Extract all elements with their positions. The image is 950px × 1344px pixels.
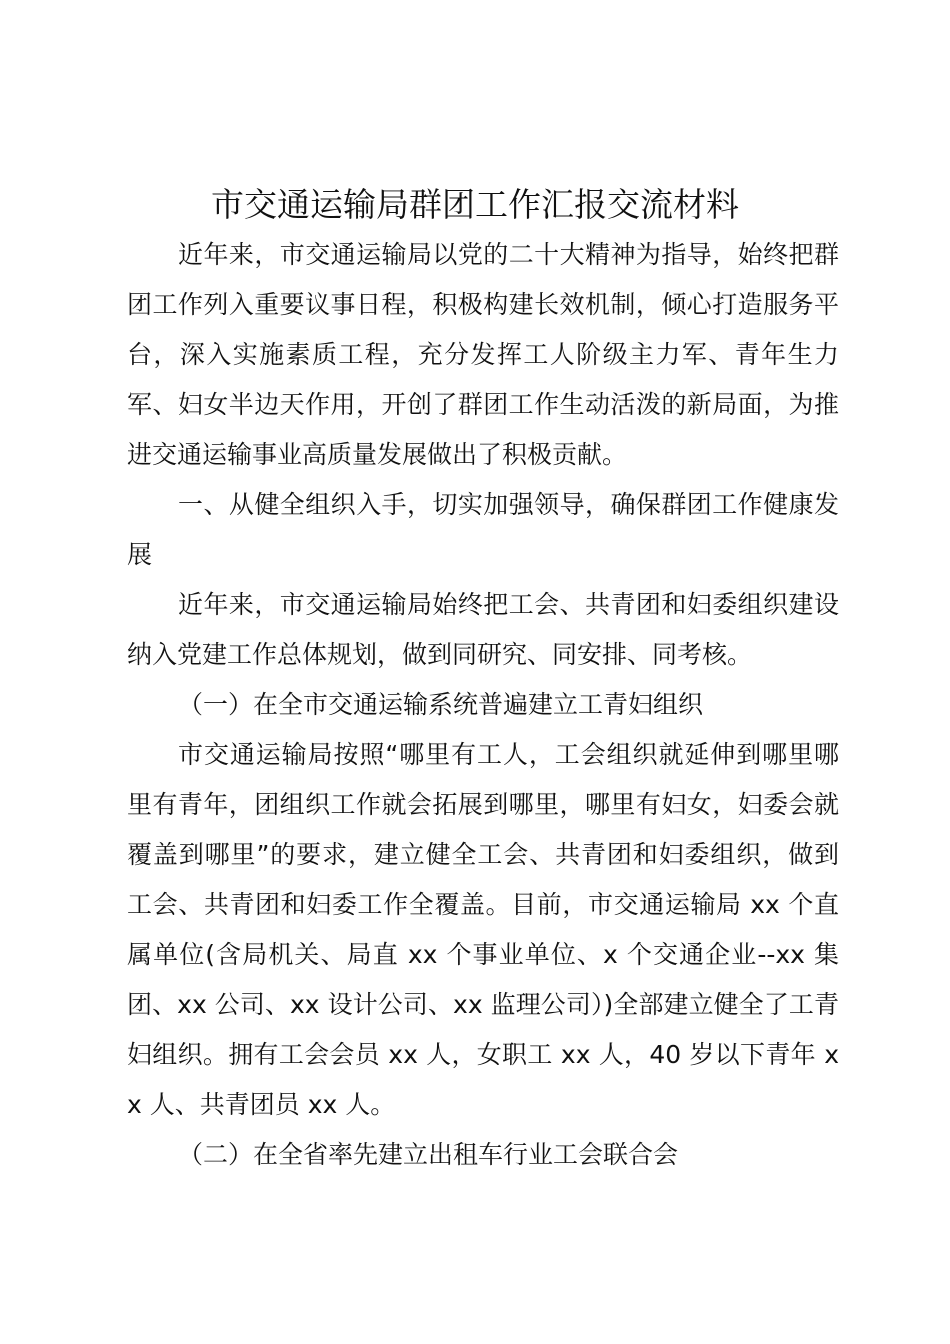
document-title: 市交通运输局群团工作汇报交流材料 [211, 185, 739, 224]
subsection-heading-1: （一）在全市交通运输系统普遍建立工青妇组织 [178, 690, 704, 719]
subsection-heading-2: （二）在全省率先建立出租车行业工会联合会 [178, 1140, 679, 1169]
section-1-paragraph: 近年来，市交通运输局始终把工会、共青团和妇委组织建设纳入党建工作总体规划，做到同研究、同安排、同考核。 [127, 590, 839, 669]
intro-paragraph: 近年来，市交通运输局以党的二十大精神为指导，始终把群团工作列入重要议事日程，积极构建长效机制，倾心打造服务平台，深入实施素质工程，充分发挥工人阶级主力军、青年生力军、妇女半边天作用，开创了群团工作生动活泼的新局面，为推进交通运输事业高质量发展做出了积极贡献。 [127, 240, 839, 469]
subsection-1-paragraph: 市交通运输局按照“哪里有工人，工会组织就延伸到哪里哪里有青年，团组织工作就会拓展到哪里，哪里有妇女，妇委会就覆盖到哪里”的要求，建立健全工会、共青团和妇委组织，做到工会、共青团和妇委工作全覆盖。目前，市交通运输局 xx 个直属单位(含局机关、局直 xx 个事业单位、x 个交通企业--xx 集团、xx 公司、xx 设计公司、xx 监理公司）)全部建立健全了工青妇组织。拥有工会会员 xx 人，女职工 xx 人，40 岁以下青年 xx 人、共青团员 xx 人。 [127, 740, 839, 1119]
section-heading-1: 一、从健全组织入手，切实加强领导，确保群团工作健康发展 [127, 490, 839, 569]
